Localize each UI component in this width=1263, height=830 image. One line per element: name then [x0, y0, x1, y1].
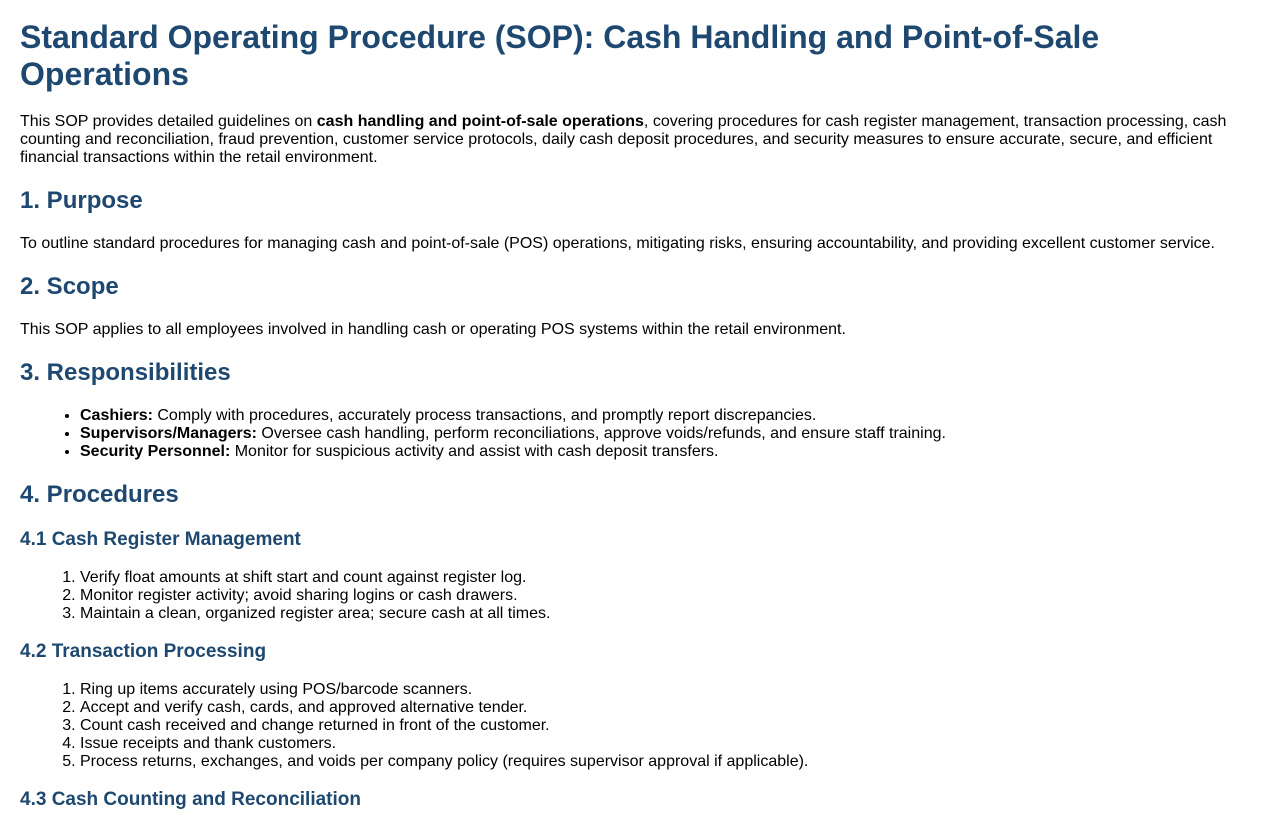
scope-text: This SOP applies to all employees involved in handling cash or operating POS systems within the retail environment.: [20, 321, 846, 338]
intro-text-end: , covering procedures for cash register management, transaction processing, cash counting and reconciliation, fraud prevention, customer service protocols, daily cash deposit procedures, and security measures to ensure accurate, secure, and efficient financial transactions within the retail environment.: [20, 113, 1227, 166]
transaction-steps: [20, 681, 1243, 771]
scope-heading: 2. Scope: [20, 273, 119, 300]
counting-heading: 4.3 Cash Counting and Reconciliation: [20, 789, 361, 810]
responsibility-role: Supervisors/Managers:: [80, 425, 257, 442]
purpose-heading: 1. Purpose: [20, 187, 143, 214]
list-item: 3. Count cash received and change returned in front of the customer.: [80, 717, 1243, 735]
list-item: 1. Ring up items accurately using POS/barcode scanners.: [80, 681, 1243, 699]
list-item: 5. Process returns, exchanges, and voids per company policy (requires supervisor approval if applicable).: [80, 753, 1243, 771]
responsibilities-list: [20, 407, 1243, 461]
intro-paragraph: [20, 113, 1243, 167]
responsibility-text: Monitor for suspicious activity and assist with cash deposit transfers.: [230, 443, 719, 460]
responsibility-role: Cashiers:: [80, 407, 153, 424]
purpose-text: To outline standard procedures for managing cash and point-of-sale (POS) operations, mitigating risks, ensuring accountability, and providing excellent customer service.: [20, 235, 1215, 252]
sop-document: [0, 19, 1263, 811]
responsibility-item: [80, 425, 1243, 443]
list-item: 3. Maintain a clean, organized register area; secure cash at all times.: [80, 605, 1243, 623]
responsibility-item: [80, 407, 1243, 425]
intro-emphasis: cash handling and point-of-sale operations: [316, 113, 644, 130]
page-title: Standard Operating Procedure (SOP): Cash Handling and Point-of-Sale Operations: [20, 19, 1100, 92]
intro-text-start: This SOP provides detailed guidelines on: [20, 113, 317, 130]
procedures-heading: 4. Procedures: [20, 481, 179, 508]
responsibility-role: Security Personnel:: [80, 443, 231, 460]
cash-register-heading: 4.1 Cash Register Management: [20, 529, 301, 550]
responsibility-item: [80, 443, 1243, 461]
list-item: 1. Verify float amounts at shift start and count against register log.: [80, 569, 1243, 587]
transaction-heading: 4.2 Transaction Processing: [20, 641, 267, 662]
responsibility-text: Oversee cash handling, perform reconciliations, approve voids/refunds, and ensure staff training.: [256, 425, 946, 442]
list-item: 4. Issue receipts and thank customers.: [80, 735, 1243, 753]
list-item: 2. Accept and verify cash, cards, and approved alternative tender.: [80, 699, 1243, 717]
responsibilities-heading: 3. Responsibilities: [20, 359, 231, 386]
list-item: 2. Monitor register activity; avoid sharing logins or cash drawers.: [80, 587, 1243, 605]
cash-register-steps: [20, 569, 1243, 623]
responsibility-text: Comply with procedures, accurately process transactions, and promptly report discrepancies.: [152, 407, 817, 424]
